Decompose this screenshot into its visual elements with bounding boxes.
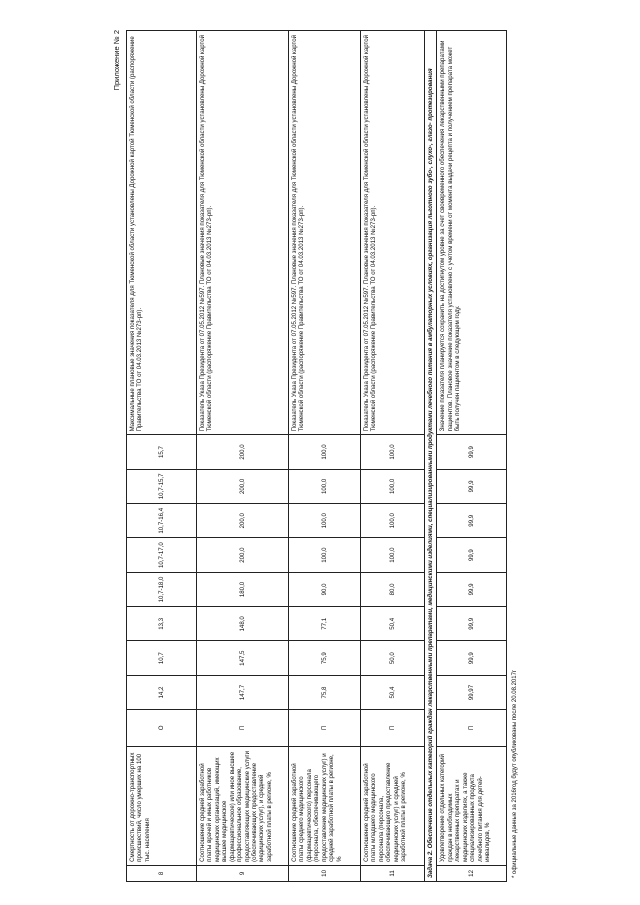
task-row xyxy=(425,31,437,882)
indicator-name: Удовлетворение отдельных категорий граждан в необходимых лекарственных препаратах и медицинских изделиях, а также специализированных продукта лечебного питания для детей-инвалидов, % xyxy=(437,746,507,865)
value-cell: 200,0 xyxy=(197,435,289,469)
row-number: 8 xyxy=(127,865,197,881)
value-cell: 10,7-15,7 xyxy=(127,469,197,503)
value-cell: 200,0 xyxy=(197,504,289,538)
indicator-name: Соотношение средней заработной платы врачей и иных работников медицинских организаций, имеющих высшее медицинское (фармацевтическое) или иное высшее профессиональное образование, предоставляющих медицинские услуги (обеспечивающих предоставление медицинских услуг), и средней заработной платы в регионе, % xyxy=(197,746,289,865)
value-cell: 100,0 xyxy=(289,504,361,538)
value-cell: 100,0 xyxy=(289,469,361,503)
value-cell: 80,0 xyxy=(361,572,425,606)
value-cell: 100,0 xyxy=(289,538,361,572)
value-cell: 75,8 xyxy=(289,675,361,709)
table-row xyxy=(437,31,507,882)
value-cell: 147,5 xyxy=(197,641,289,675)
value-cell: 99,9 xyxy=(437,504,507,538)
rotated-document xyxy=(110,22,530,882)
footnote: * официальные данные за 2016год будут опубликованы после 20.08.2017г xyxy=(512,669,518,878)
indicator-name: Смертность от дорожно-транспортных происшествий, число умерших на 100 тыс. населения xyxy=(127,746,197,865)
value-cell: 200,0 xyxy=(197,469,289,503)
row-number: 11 xyxy=(361,865,425,881)
value-cell: 148,0 xyxy=(197,607,289,641)
value-cell: 50,4 xyxy=(361,675,425,709)
basis-note: Показатель Указа Президента от 07.05.2012 №597. Плановые значения показателя для Тюменской области установлены Дорожной картой Тюменской области (распоряжение Правительства ТО от 04.03.2013 №273-рп). xyxy=(197,31,289,435)
value-cell: 10,7-17,0 xyxy=(127,538,197,572)
value-cell: 77,1 xyxy=(289,607,361,641)
row-number: 9 xyxy=(197,865,289,881)
table-row xyxy=(361,31,425,882)
value-cell: 10,7 xyxy=(127,641,197,675)
value-cell: 90,0 xyxy=(289,572,361,606)
value-cell: 100,0 xyxy=(361,469,425,503)
value-cell: 50,4 xyxy=(361,607,425,641)
value-cell: 100,0 xyxy=(289,435,361,469)
value-cell: 15,7 xyxy=(127,435,197,469)
table-row xyxy=(289,31,361,882)
basis-note: Значение показателя планируется сохранить на достигнутом уровне за счет своевременного обеспечения лекарственными препаратами пациентов. Плановое значение показателя установлено с учетом времени от момента выдачи рецепта и получением препарата может быть получен пациентом в следующем году. xyxy=(437,31,507,435)
appendix-label: Приложение № 2 xyxy=(112,30,121,91)
value-cell: 99,9 xyxy=(437,469,507,503)
unit-type: О xyxy=(127,710,197,746)
indicators-table xyxy=(126,30,507,882)
table-row xyxy=(197,31,289,882)
value-cell: 147,7 xyxy=(197,675,289,709)
task-2-heading: Задача 2. Обеспечение отдельных категорий граждан лекарственными препаратами, медицинскими изделиями, специализированными продуктами лечебного питания в амбулаторных условиях, организация льготного зубо-, слухо-, глазо- протезирования xyxy=(425,31,437,882)
unit-type: П xyxy=(437,710,507,746)
value-cell: 99,9 xyxy=(437,538,507,572)
basis-note: Показатель Указа Президента от 07.05.2012 №597. Плановые значения показателя для Тюменской области установлены Дорожной картой Тюменской области (распоряжение Правительства ТО от 04.03.2013 №273-рп). xyxy=(289,31,361,435)
value-cell: 99,9 xyxy=(437,641,507,675)
unit-type: П xyxy=(289,710,361,746)
value-cell: 99,97 xyxy=(437,675,507,709)
value-cell: 180,0 xyxy=(197,572,289,606)
unit-type: П xyxy=(361,710,425,746)
row-number: 12 xyxy=(437,865,507,881)
table-row xyxy=(127,31,197,882)
value-cell: 99,9 xyxy=(437,435,507,469)
value-cell: 100,0 xyxy=(361,435,425,469)
value-cell: 13,3 xyxy=(127,607,197,641)
value-cell: 50,0 xyxy=(361,641,425,675)
row-number: 10 xyxy=(289,865,361,881)
value-cell: 100,0 xyxy=(361,504,425,538)
value-cell: 10,7-18,0 xyxy=(127,572,197,606)
value-cell: 200,0 xyxy=(197,538,289,572)
value-cell: 75,9 xyxy=(289,641,361,675)
value-cell: 100,0 xyxy=(361,538,425,572)
basis-note: Максимальные плановые значения показателя для Тюменской области установлены Дорожной картой Тюменской области (распоряжение Правительства ТО от 04.03.2013 №273-рп). xyxy=(127,31,197,435)
basis-note: Показатель Указа Президента от 07.05.2012 №597. Плановые значения показателя для Тюменской области установлены Дорожной картой Тюменской области (распоряжение Правительства ТО от 04.03.2013 №273-рп). xyxy=(361,31,425,435)
indicator-name: Соотношение средней заработной платы среднего медицинского (фармацевтического) персонала (персонала, обеспечивающего предоставление медицинских услуг) и средней заработной платы в регионе, % xyxy=(289,746,361,865)
value-cell: 99,9 xyxy=(437,607,507,641)
value-cell: 99,9 xyxy=(437,572,507,606)
value-cell: 14,2 xyxy=(127,675,197,709)
unit-type: П xyxy=(197,710,289,746)
value-cell: 10,7-16,4 xyxy=(127,504,197,538)
indicator-name: Соотношение средней заработной платы младшего медицинского персонала (персонала, обеспечивающего предоставление медицинских услуг) и средней заработной платы в регионе, % xyxy=(361,746,425,865)
